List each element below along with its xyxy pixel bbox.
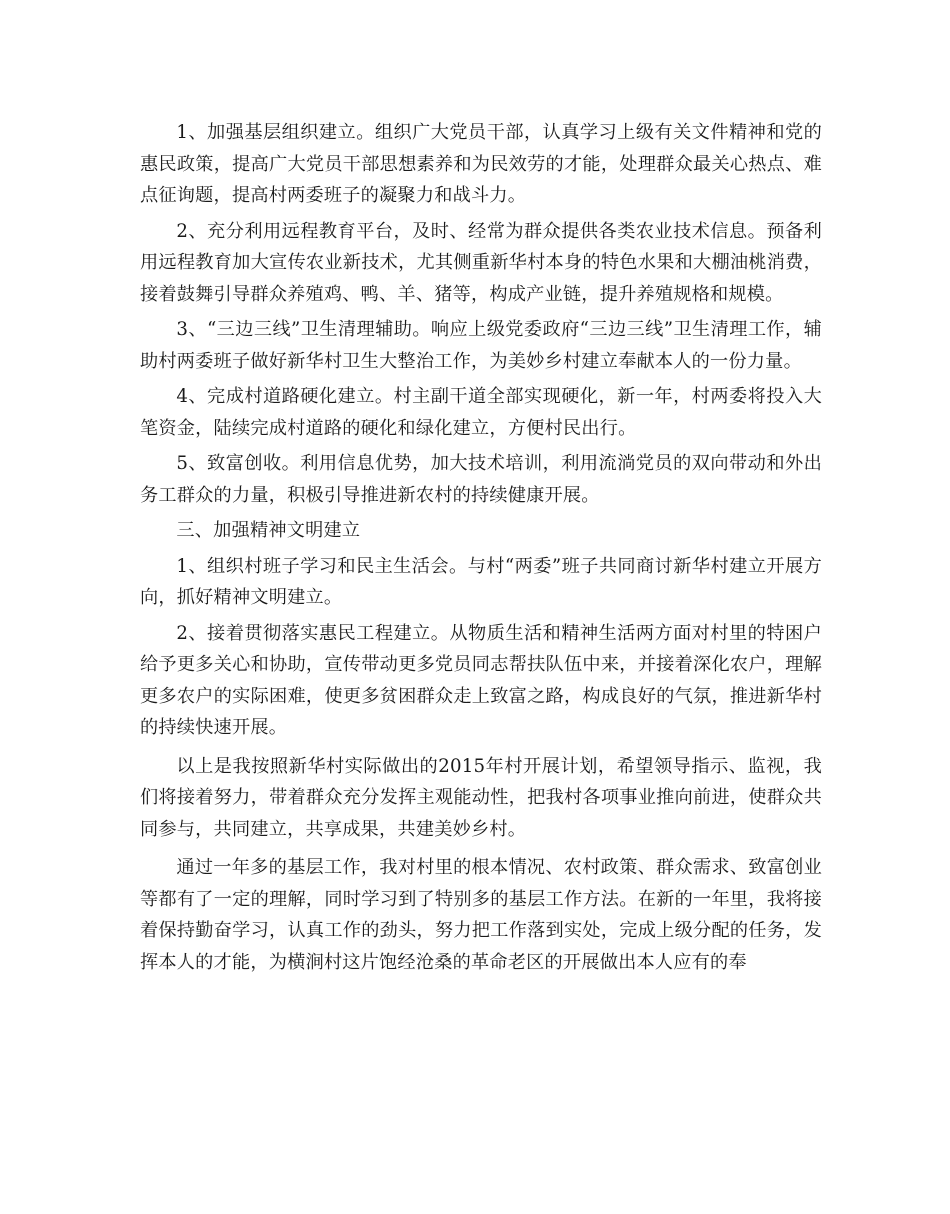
paragraph-1: 1、加强基层组织建立。组织广大党员干部，认真学习上级有关文件精神和党的惠民政策，提高广大党员干部思想素养和为民效劳的才能，处理群众最关心热点、难点征询题，提高村两委班子的凝聚力和战斗力。 (140, 122, 822, 206)
section-heading: 三、加强精神文明建立 (176, 520, 361, 541)
paragraph-3: 3、“三边三线”卫生清理辅助。响应上级党委政府“三边三线”卫生清理工作，辅助村两委班子做好新华村卫生大整治工作，为美妙乡村建立奉献本人的一份力量。 (140, 319, 822, 372)
paragraph-2: 2、充分利用远程教育平台，及时、经常为群众提供各类农业技术信息。预备利用远程教育加大宣传农业新技术，尤其侧重新华村本身的特色水果和大棚油桃消费，接着鼓舞引导群众养殖鸡、鸭、羊、猪等，构成产业链，提升养殖规格和规模。 (140, 220, 822, 305)
paragraph-4: 4、完成村道路硬化建立。村主副干道全部实现硬化，新一年，村两委将投入大笔资金，陆续完成村道路的硬化和绿化建立，方便村民出行。 (140, 386, 822, 439)
document-body (140, 117, 822, 982)
paragraph-6: 1、组织村班子学习和民主生活会。与村“两委”班子共同商讨新华村建立开展方向，抓好精神文明建立。 (140, 555, 822, 608)
paragraph-9: 通过一年多的基层工作，我对村里的根本情况、农村政策、群众需求、致富创业等都有了一定的理解，同时学习到了特别多的基层工作方法。在新的一年里，我将接着保持勤奋学习，认真工作的劲头，努力把工作落到实处，完成上级分配的任务，发挥本人的才能，为横涧村这片饱经沧桑的革命老区的开展做出本人应有的奉 (140, 857, 822, 973)
paragraph-5: 5、致富创收。利用信息优势，加大技术培训，利用流淌党员的双向带动和外出务工群众的力量，积极引导推进新农村的持续健康开展。 (140, 453, 822, 506)
paragraph-7: 2、接着贯彻落实惠民工程建立。从物质生活和精神生活两方面对村里的特困户给予更多关心和协助，宣传带动更多党员同志帮扶队伍中来，并接着深化农户，理解更多农户的实际困难，使更多贫困群众走上致富之路，构成良好的气氛，推进新华村的持续快速开展。 (140, 622, 822, 738)
paragraph-8: 以上是我按照新华村实际做出的2015年村开展计划，希望领导指示、监视，我们将接着努力，带着群众充分发挥主观能动性，把我村各项事业推向前进，使群众共同参与，共同建立，共享成果，共建美妙乡村。 (140, 755, 822, 840)
